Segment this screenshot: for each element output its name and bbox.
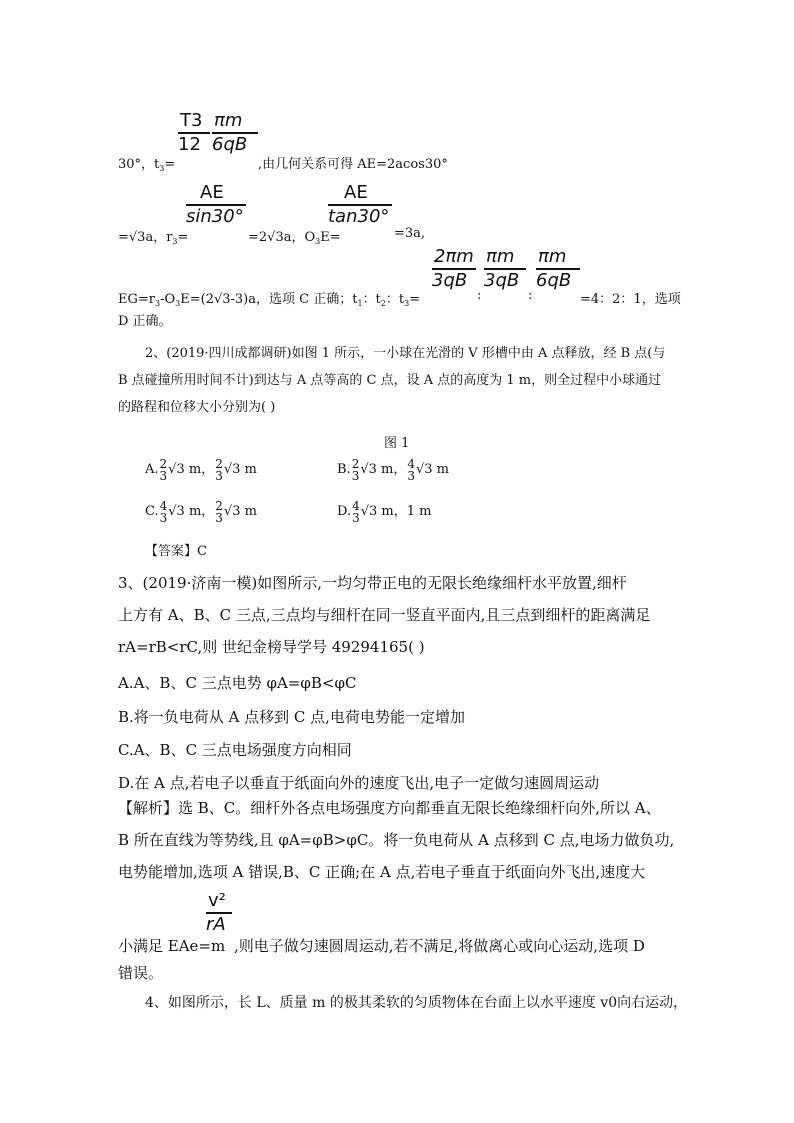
q2-option-a <box>145 456 257 484</box>
denominator: 3 <box>407 468 415 483</box>
fraction-denominator: 6qB <box>212 134 248 155</box>
q3-line2: 上方有 A、B、C 三点,三点均与细杆在同一竖直平面内,且三点到细杆的距离满足 <box>118 606 651 624</box>
line3-colon-1: : <box>477 288 482 303</box>
fraction-t3-12 <box>178 110 210 156</box>
option-label: D. <box>337 504 352 519</box>
fraction-denominator: 3qB <box>432 270 468 291</box>
q3-analysis-line3: 电势能增加,选项 A 错误,B、C 正确;在 A 点,若电子垂直于纸面向外飞出,速度大 <box>118 863 646 881</box>
fraction-numerator: πm <box>486 246 515 267</box>
fraction-numerator: πm <box>538 246 567 267</box>
text: √3 m， <box>168 504 215 519</box>
q3-analysis-line5: 错误。 <box>118 964 164 982</box>
text: E=(2√3-3)a，选项 C 正确；t <box>180 292 358 307</box>
text: = <box>409 292 421 307</box>
subscript: 3 <box>159 164 165 173</box>
option-label: B. <box>337 462 351 477</box>
fraction-denominator: 12 <box>178 134 201 155</box>
line1-suffix: ,由几何关系可得 AE=2acos30° <box>258 157 448 172</box>
line3-colon-2: : <box>528 288 533 303</box>
option-label: A. <box>145 462 159 477</box>
line1-text <box>118 153 175 173</box>
fraction <box>160 500 168 524</box>
text: √3 m， <box>360 462 407 477</box>
q3-option-a: A.A、B、C 三点电势 φA=φB<φC <box>118 674 357 692</box>
fraction-pim-3qb <box>484 246 526 292</box>
text: √3 m <box>415 462 449 477</box>
fraction-denominator: rA <box>206 914 226 935</box>
denominator: 3 <box>351 468 360 483</box>
numerator: 2 <box>215 456 223 471</box>
text: ：t <box>362 292 381 307</box>
q3-option-b: B.将一负电荷从 A 点移到 C 点,电荷电势能一定增加 <box>118 708 465 726</box>
q3-line3: rA=rB<rC,则 世纪金榜导学号 49294165( ) <box>118 638 425 656</box>
fraction-ae-tan30 <box>328 182 392 228</box>
subscript: 1 <box>357 299 363 308</box>
fraction-denominator: 6qB <box>536 270 572 291</box>
text: √3 m <box>223 462 257 477</box>
fraction-pim-6qb-2 <box>536 246 580 292</box>
q2-line1: 2、(2019·四川成都调研)如图 1 所示，一小球在光滑的 V 形槽中由 A 点释放，经 B 点(与 <box>145 346 666 361</box>
fraction-2pim-3qb <box>432 246 476 292</box>
denominator: 3 <box>215 510 223 525</box>
fraction-denominator: tan30° <box>328 206 390 227</box>
q3-line1: 3、(2019·济南一模)如图所示,一均匀带正电的无限长绝缘细杆水平放置,细杆 <box>118 574 627 592</box>
numerator: 4 <box>352 498 360 513</box>
fraction <box>352 500 360 524</box>
subscript: 3 <box>154 299 161 308</box>
q2-option-c <box>145 498 257 526</box>
fraction-numerator: πm <box>214 110 243 131</box>
q2-answer: 【答案】C <box>145 544 207 559</box>
text: √3 m <box>223 504 257 519</box>
line3-text <box>118 288 420 308</box>
text: √3 m，1 m <box>360 504 432 519</box>
fraction <box>215 458 223 482</box>
line2-part-c <box>248 226 341 246</box>
subscript: 3 <box>315 237 321 246</box>
subscript: 3 <box>175 299 181 308</box>
numerator: 2 <box>351 456 360 471</box>
text: =√3a，r <box>118 230 173 245</box>
text: =2√3a，O <box>248 230 316 245</box>
q3-analysis-line2: B 所在直线为等势线,且 φA=φB>φC。将一负电荷从 A 点移到 C 点,电场力做负功, <box>118 831 675 849</box>
line2-part-e: =3a, <box>394 226 426 241</box>
denominator: 3 <box>159 468 168 483</box>
fraction-numerator: AE <box>200 182 224 203</box>
fraction <box>407 458 415 482</box>
fraction-pim-6qb <box>212 110 258 156</box>
subscript: 3 <box>404 299 410 308</box>
text: = <box>177 230 189 245</box>
denominator: 3 <box>352 510 360 525</box>
numerator: 2 <box>159 456 168 471</box>
fraction <box>352 458 360 482</box>
q3-analysis-line1: 【解析】选 B、C。细杆外各点电场强度方向都垂直无限长绝缘细杆向外,所以 A、 <box>118 799 661 817</box>
text: -O <box>160 292 176 307</box>
numerator: 4 <box>159 498 168 513</box>
q2-option-b <box>337 456 449 484</box>
line4-text: D 正确。 <box>118 314 172 329</box>
figure-caption: 图 1 <box>384 436 410 451</box>
text: EG=r <box>118 292 155 307</box>
text: = <box>164 157 176 172</box>
q3-analysis-line4b: ,则电子做匀速圆周运动,若不满足,将做离心或向心运动,选项 D <box>234 937 645 955</box>
option-label: C. <box>145 504 159 519</box>
q2-line3: 的路程和位移大小分别为( ) <box>118 400 276 415</box>
fraction-numerator: T3 <box>180 110 203 131</box>
q2-line2: B 点碰撞所用时间不计)到达与 A 点等高的 C 点，设 A 点的高度为 1 m，则全过程中小球通过 <box>118 373 662 388</box>
q3-analysis-line4a: 小满足 EAe=m <box>118 937 226 955</box>
fraction-numerator: AE <box>344 182 368 203</box>
q2-option-d <box>337 498 431 526</box>
fraction-numerator: 2πm <box>434 246 474 267</box>
subscript: 2 <box>380 299 386 308</box>
q4-line1: 4、如图所示，长 L、质量 m 的极其柔软的匀质物体在台面上以水平速度 v0向右运动， <box>145 995 688 1011</box>
text: E= <box>320 230 341 245</box>
numerator: 4 <box>407 456 415 471</box>
fraction <box>215 500 223 524</box>
q3-option-d: D.在 A 点,若电子以垂直于纸面向外的速度飞出,电子一定做匀速圆周运动 <box>118 774 600 792</box>
q3-option-c: C.A、B、C 三点电场强度方向相同 <box>118 741 352 759</box>
fraction-v2-ra <box>206 890 232 936</box>
denominator: 3 <box>159 510 168 525</box>
text: √3 m， <box>168 462 215 477</box>
fraction-denominator: 3qB <box>484 270 520 291</box>
numerator: 2 <box>215 498 223 513</box>
text: 30°，t <box>118 157 160 172</box>
line3-ratio: =4：2：1，选项 <box>580 292 681 307</box>
text: ：t <box>385 292 405 307</box>
denominator: 3 <box>215 468 223 483</box>
line2-part-a <box>118 226 188 246</box>
subscript: 3 <box>172 237 178 246</box>
fraction-numerator: v² <box>208 890 226 911</box>
fraction <box>160 458 168 482</box>
fraction-ae-sin30 <box>186 182 246 228</box>
fraction-denominator: sin30° <box>186 206 244 227</box>
